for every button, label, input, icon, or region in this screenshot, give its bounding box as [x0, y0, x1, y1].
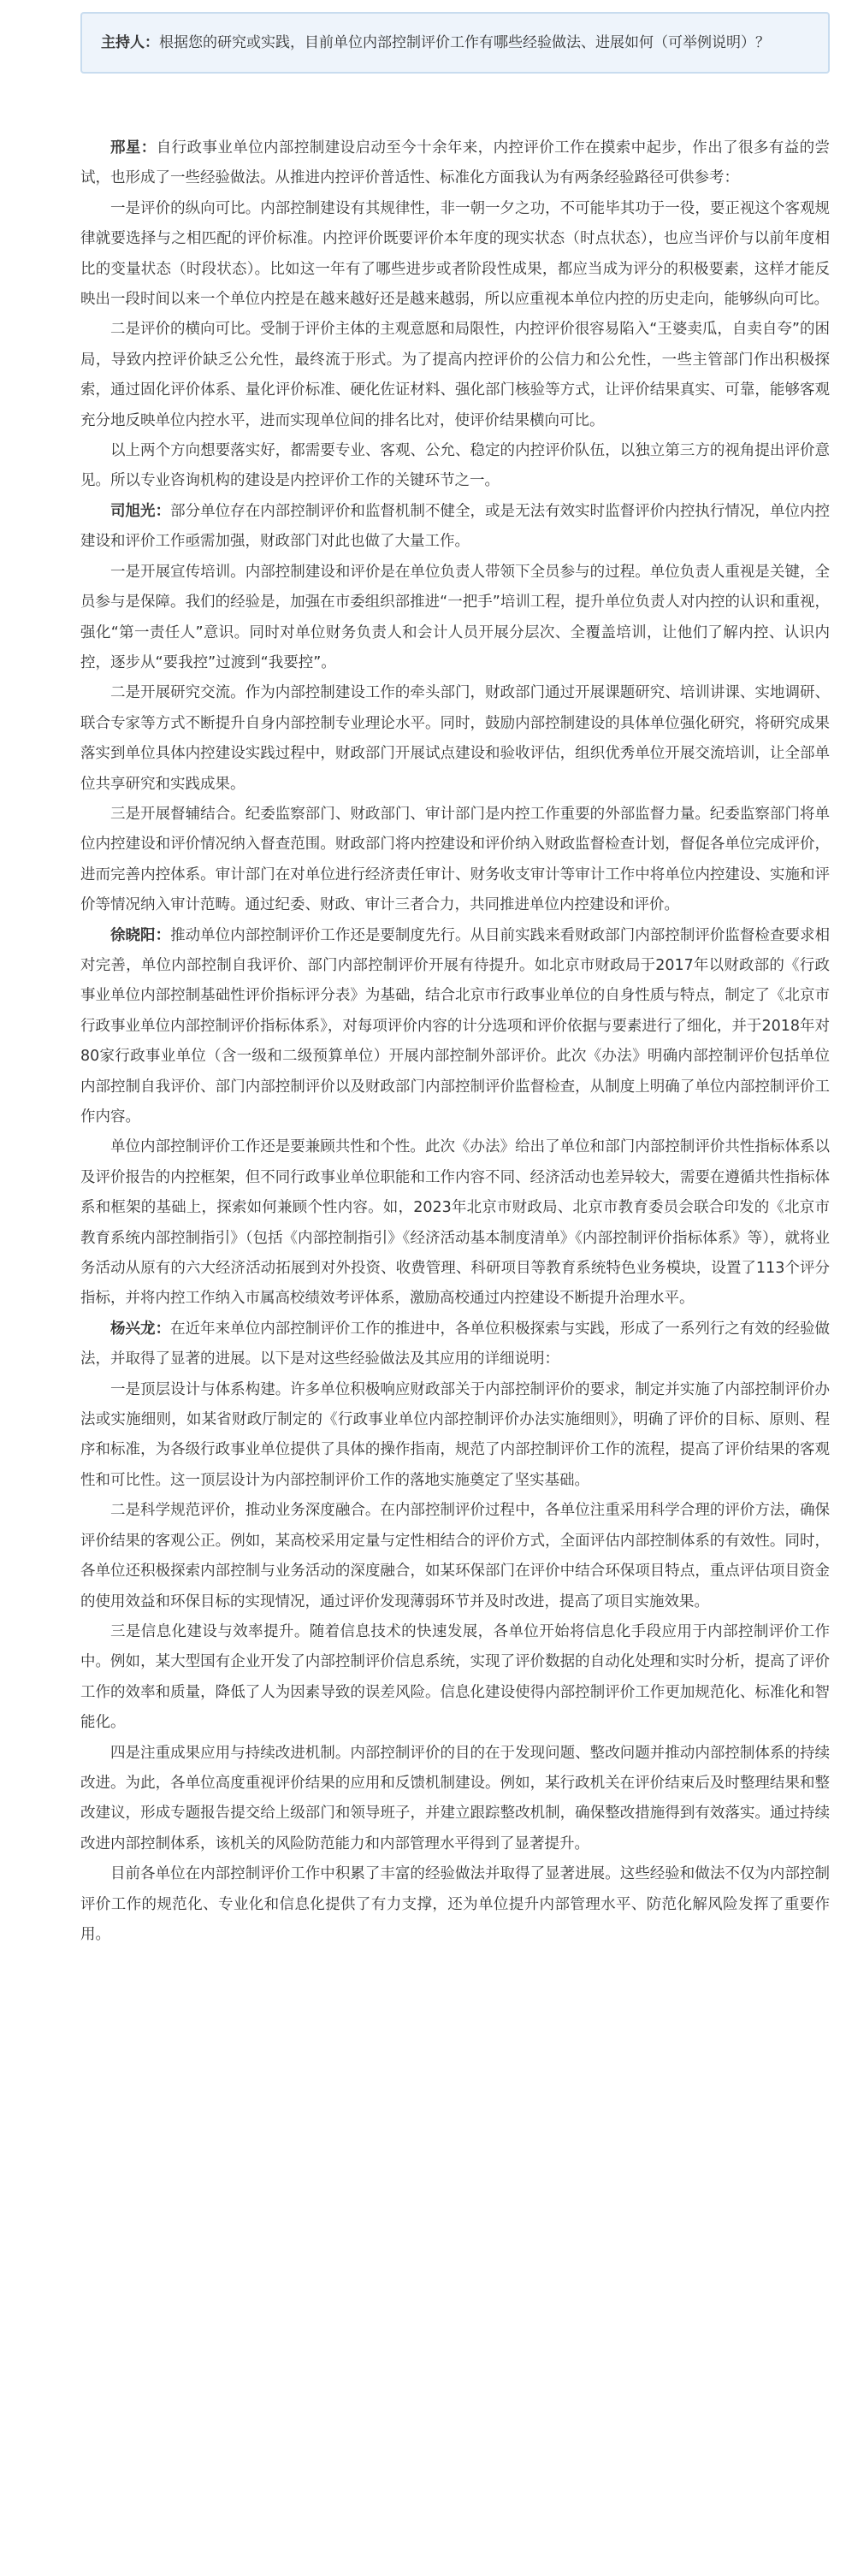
paragraph-text: 二是评价的横向可比。受制于评价主体的主观意愿和局限性，内控评价很容易陷入“王婆卖瓜，自卖自夸”的困局，导致内控评价缺乏公允性，最终流于形式。为了提高内控评价的公信力和公允性，一些主管部门作出积极探索，通过固化评价体系、量化评价标准、硬化佐证材料、强化部门核验等方式，让评价结果真实、可靠，能够客观充分地反映单位内控水平，进而实现单位间的排名比对，使评价结果横向可比。	[80, 321, 830, 429]
paragraph	[80, 1132, 830, 1314]
paragraph-text: 四是注重成果应用与持续改进机制。内部控制评价的目的在于发现问题、整改问题并推动内部控制体系的持续改进。为此，各单位高度重视评价结果的应用和反馈机制建设。例如，某行政机关在评价结束后及时整理结果和整改建议，形成专题报告提交给上级部门和领导班子，并建立跟踪整改机制，确保整改措施得到有效落实。通过持续改进内部控制体系，该机关的风险防范能力和内部管理水平得到了显著提升。	[80, 1744, 830, 1852]
paragraph	[80, 436, 830, 497]
paragraph	[80, 800, 830, 921]
paragraph-text: 推动单位内部控制评价工作还是要制度先行。从目前实践来看财政部门内部控制评价监督检查要求相对完善，单位内部控制自我评价、部门内部控制评价开展有待提升。如北京市财政局于2017年以财政部的《行政事业单位内部控制基础性评价指标评分表》为基础，结合北京市行政事业单位的自身性质与特点，制定了《北京市行政事业单位内部控制评价指标体系》，对每项评价内容的计分选项和评价依据与要素进行了细化，并于2018年对80家行政事业单位（含一级和二级预算单位）开展内部控制外部评价。此次《办法》明确内部控制评价包括单位内部控制自我评价、部门内部控制评价以及财政部门内部控制评价监督检查，从制度上明确了单位内部控制评价工作内容。	[80, 926, 831, 1126]
paragraph-text: 二是开展研究交流。作为内部控制建设工作的牵头部门，财政部门通过开展课题研究、培训讲课、实地调研、联合专家等方式不断提升自身内部控制专业理论水平。同时，鼓励内部控制建设的具体单位强化研究，将研究成果落实到单位具体内控建设实践过程中，财政部门开展试点建设和验收评估，组织优秀单位开展交流培训，让全部单位共享研究和实践成果。	[80, 684, 830, 793]
paragraph	[80, 315, 830, 436]
paragraph	[80, 678, 830, 800]
paragraph-text: 在近年来单位内部控制评价工作的推进中，各单位积极探索与实践，形成了一系列行之有效的经验做法，并取得了显著的进展。以下是对这些经验做法及其应用的详细说明：	[80, 1320, 831, 1368]
paragraph-text: 目前各单位在内部控制评价工作中积累了丰富的经验做法并取得了显著进展。这些经验和做法不仅为内部控制评价工作的规范化、专业化和信息化提供了有力支撑，还为单位提升内部管理水平、防范化解风险发挥了重要作用。	[80, 1865, 830, 1943]
paragraph-text: 一是开展宣传培训。内部控制建设和评价是在单位负责人带领下全员参与的过程。单位负责人重视是关键，全员参与是保障。我们的经验是，加强在市委组织部推进“一把手”培训工程，提升单位负责人对内控的认识和重视，强化“第一责任人”意识。同时对单位财务负责人和会计人员开展分层次、全覆盖培训，让他们了解内控、认识内控，逐步从“要我控”过渡到“我要控”。	[80, 563, 830, 671]
host-question-box	[80, 12, 830, 74]
paragraph	[80, 558, 830, 679]
paragraph	[80, 921, 830, 1133]
paragraph-text: 二是科学规范评价，推动业务深度融合。在内部控制评价过程中，各单位注重采用科学合理的评价方法，确保评价结果的客观公正。例如，某高校采用定量与定性相结合的评价方式，全面评估内部控制体系的有效性。同时，各单位还积极探索内部控制与业务活动的深度融合，如某环保部门在评价中结合环保项目特点，重点评估项目资金的使用效益和环保目标的实现情况，通过评价发现薄弱环节并及时改进，提高了项目实施效果。	[80, 1502, 830, 1610]
host-question-text: 根据您的研究或实践，目前单位内部控制评价工作有哪些经验做法、进展如何（可举例说明）？	[159, 34, 770, 51]
host-speaker-label: 主持人：	[101, 34, 159, 51]
article-body	[80, 133, 830, 1950]
paragraph-text: 三是信息化建设与效率提升。随着信息技术的快速发展，各单位开始将信息化手段应用于内部控制评价工作中。例如，某大型国有企业开发了内部控制评价信息系统，实现了评价数据的自动化处理和实时分析，提高了评价工作的效率和质量，降低了人为因素导致的误差风险。信息化建设使得内部控制评价工作更加规范化、标准化和智能化。	[80, 1622, 830, 1732]
speaker-name: 杨兴龙：	[110, 1320, 171, 1338]
paragraph	[80, 1617, 830, 1739]
paragraph	[80, 1739, 830, 1860]
speaker-name: 司旭光：	[110, 502, 171, 520]
speaker-name: 徐晓阳：	[110, 926, 171, 944]
paragraph	[80, 497, 830, 558]
paragraph-text: 三是开展督辅结合。纪委监察部门、财政部门、审计部门是内控工作重要的外部监督力量。纪委监察部门将单位内控建设和评价情况纳入督查范围。财政部门将内控建设和评价纳入财政监督检查计划，督促各单位完成评价，进而完善内控体系。审计部门在对单位进行经济责任审计、财务收支审计等审计工作中将单位内控建设、实施和评价等情况纳入审计范畴。通过纪委、财政、审计三者合力，共同推进单位内控建设和评价。	[80, 805, 830, 914]
paragraph-text: 部分单位存在内部控制评价和监督机制不健全，或是无法有效实时监督评价内控执行情况，单位内控建设和评价工作亟需加强，财政部门对此也做了大量工作。	[80, 502, 831, 551]
paragraph-text: 自行政事业单位内部控制建设启动至今十余年来，内控评价工作在摸索中起步，作出了很多有益的尝试，也形成了一些经验做法。从推进内控评价普适性、标准化方面我认为有两条经验路径可供参考：	[80, 139, 831, 187]
paragraph-text: 一是顶层设计与体系构建。许多单位积极响应财政部关于内部控制评价的要求，制定并实施了内部控制评价办法或实施细则，如某省财政厅制定的《行政事业单位内部控制评价办法实施细则》，明确了评价的目标、原则、程序和标准，为各级行政事业单位提供了具体的操作指南，规范了内部控制评价工作的流程，提高了评价结果的客观性和可比性。这一顶层设计为内部控制评价工作的落地实施奠定了坚实基础。	[80, 1380, 830, 1489]
paragraph-text: 以上两个方向想要落实好，都需要专业、客观、公允、稳定的内控评价队伍，以独立第三方的视角提出评价意见。所以专业咨询机构的建设是内控评价工作的关键环节之一。	[80, 442, 830, 490]
paragraph	[80, 133, 830, 194]
paragraph	[80, 1496, 830, 1617]
paragraph	[80, 194, 830, 316]
paragraph	[80, 1315, 830, 1375]
paragraph	[80, 1375, 830, 1497]
paragraph-text: 一是评价的纵向可比。内部控制建设有其规律性，非一朝一夕之功，不可能毕其功于一役，要正视这个客观规律就要选择与之相匹配的评价标准。内控评价既要评价本年度的现实状态（时点状态），也应当评价与以前年度相比的变量状态（时段状态）。比如这一年有了哪些进步或者阶段性成果，都应当成为评分的积极要素，这样才能反映出一段时间以来一个单位内控是在越来越好还是越来越弱，所以应重视本单位内控的历史走向，能够纵向可比。	[80, 199, 830, 309]
paragraph	[80, 1859, 830, 1950]
paragraph-text: 单位内部控制评价工作还是要兼顾共性和个性。此次《办法》给出了单位和部门内部控制评价共性指标体系以及评价报告的内控框架，但不同行政事业单位职能和工作内容不同、经济活动也差异较大，需要在遵循共性指标体系和框架的基础上，探索如何兼顾个性内容。如，2023年北京市财政局、北京市教育委员会联合印发的《北京市教育系统内部控制指引》（包括《内部控制指引》《经济活动基本制度清单》《内部控制评价指标体系》等），就将业务活动从原有的六大经济活动拓展到对外投资、收费管理、科研项目等教育系统特色业务模块，设置了113个评分指标，并将内控工作纳入市属高校绩效考评体系，激励高校通过内控建设不断提升治理水平。	[80, 1138, 830, 1308]
speaker-name: 邢星：	[110, 139, 157, 157]
